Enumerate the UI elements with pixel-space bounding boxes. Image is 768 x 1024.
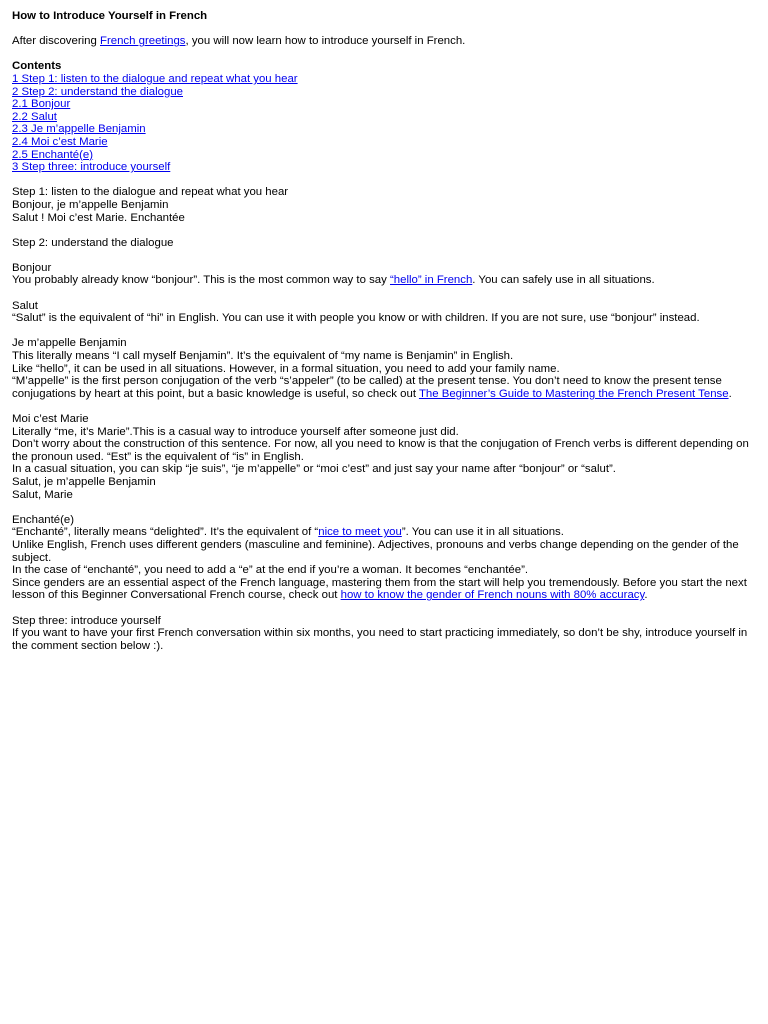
toc-link-step1[interactable]: 1 Step 1: listen to the dialogue and repeat what you hear bbox=[12, 72, 298, 85]
paragraph-text: . bbox=[728, 387, 732, 400]
paragraph-text: “Enchanté”, literally means “delighted”. It’s the equivalent of “ bbox=[12, 526, 319, 539]
section-heading: Bonjour bbox=[12, 261, 52, 274]
section-step2 bbox=[12, 237, 756, 250]
paragraph-text: You probably already know “bonjour”. This is the most common way to say bbox=[12, 274, 390, 287]
section-paragraph bbox=[12, 577, 756, 602]
paragraph-text: . bbox=[644, 589, 648, 602]
toc-link-jemappelle[interactable]: 2.3 Je m’appelle Benjamin bbox=[12, 123, 146, 136]
section-paragraph: Don’t worry about the construction of this sentence. For now, all you need to know is that the conjugation of French verbs is different depending on the pronoun used. “Est” is the equivalent of “is” in English. bbox=[12, 438, 749, 463]
section-paragraph bbox=[12, 274, 756, 287]
intro-paragraph bbox=[12, 35, 756, 48]
toc-link-enchante[interactable]: 2.5 Enchanté(e) bbox=[12, 148, 94, 161]
section-paragraph: If you want to have your first French conversation within six months, you need to start practicing immediately, so don’t be shy, introduce yourself in the comment section below :). bbox=[12, 627, 748, 652]
section-heading: Enchanté(e) bbox=[12, 513, 75, 526]
section-paragraph: “Salut” is the equivalent of “hi” in English. You can use it with people you know or with children. If you are not sure, use “bonjour” instead. bbox=[12, 312, 700, 325]
table-of-contents bbox=[12, 73, 756, 174]
section-heading: Je m’appelle Benjamin bbox=[12, 337, 127, 350]
paragraph-text: ”. You can use it in all situations. bbox=[401, 526, 564, 539]
paragraph-text: . You can safely use in all situations. bbox=[472, 274, 655, 287]
section-paragraph: This literally means “I call myself Benjamin”. It’s the equivalent of “my name is Benjamin” in English. bbox=[12, 350, 514, 363]
hello-in-french-link[interactable]: “hello” in French bbox=[389, 274, 473, 287]
section-enchante bbox=[12, 514, 756, 602]
dialogue-line: Salut ! Moi c’est Marie. Enchantée bbox=[12, 211, 185, 224]
section-jemappelle bbox=[12, 337, 756, 400]
french-greetings-link[interactable]: French greetings bbox=[100, 35, 186, 48]
dialogue-line: Salut, je m’appelle Benjamin bbox=[12, 475, 156, 488]
section-step3 bbox=[12, 615, 756, 653]
section-heading: Salut bbox=[12, 299, 38, 312]
toc-link-salut[interactable]: 2.2 Salut bbox=[12, 110, 57, 123]
intro-text-post: , you will now learn how to introduce yourself in French. bbox=[185, 35, 466, 48]
section-paragraph: In the case of “enchanté”, you need to add a “e” at the end if you’re a woman. It becomes “enchantée”. bbox=[12, 564, 529, 577]
toc-link-step3[interactable]: 3 Step three: introduce yourself bbox=[12, 161, 171, 174]
toc-link-moi[interactable]: 2.4 Moi c’est Marie bbox=[12, 135, 108, 148]
page-title: How to Introduce Yourself in French bbox=[12, 10, 208, 22]
section-paragraph bbox=[12, 526, 756, 539]
gender-nouns-link[interactable]: how to know the gender of French nouns with 80% accuracy bbox=[340, 589, 645, 602]
toc-link-bonjour[interactable]: 2.1 Bonjour bbox=[12, 98, 71, 111]
section-paragraph bbox=[12, 375, 756, 400]
section-paragraph: Unlike English, French uses different genders (masculine and feminine). Adjectives, pronouns and verbs change depending on the gender of the subject. bbox=[12, 538, 739, 564]
section-bonjour bbox=[12, 262, 756, 287]
section-salut bbox=[12, 300, 756, 325]
toc-link-step2[interactable]: 2 Step 2: understand the dialogue bbox=[12, 85, 183, 98]
paragraph-text: Since genders are an essential aspect of the French language, mastering them from the start will help you tremendously. Before you start the next lesson of this Beginner Conversational French course, check out bbox=[12, 576, 747, 602]
section-moi bbox=[12, 413, 756, 501]
section-heading: Step 1: listen to the dialogue and repeat what you hear bbox=[12, 186, 289, 199]
section-heading: Step three: introduce yourself bbox=[12, 614, 161, 627]
intro-text-pre: After discovering bbox=[12, 35, 100, 48]
section-paragraph: In a casual situation, you can skip “je suis”, “je m’appelle” or “moi c’est” and just say your name after “bonjour” or “salut”. bbox=[12, 463, 616, 476]
section-heading: Step 2: understand the dialogue bbox=[12, 236, 174, 249]
dialogue-line: Bonjour, je m’appelle Benjamin bbox=[12, 198, 169, 211]
section-paragraph: Like “hello”, it can be used in all situations. However, in a formal situation, you need to add your family name. bbox=[12, 362, 560, 375]
section-heading: Moi c’est Marie bbox=[12, 413, 89, 425]
section-paragraph: Literally “me, it’s Marie”.This is a casual way to introduce yourself after someone just did. bbox=[12, 425, 459, 438]
section-step1 bbox=[12, 186, 756, 224]
contents-heading: Contents bbox=[12, 60, 62, 73]
dialogue-line: Salut, Marie bbox=[12, 488, 73, 501]
nice-to-meet-you-link[interactable]: nice to meet you bbox=[318, 526, 402, 539]
present-tense-guide-link[interactable]: The Beginner’s Guide to Mastering the French Present Tense bbox=[418, 387, 729, 400]
paragraph-text: “M’appelle” is the first person conjugation of the verb “s’appeler” (to be called) at the present tense. You don’t need to know the present tense conjugations by heart at this point, but a basic knowledge is useful, so check out bbox=[12, 375, 722, 400]
